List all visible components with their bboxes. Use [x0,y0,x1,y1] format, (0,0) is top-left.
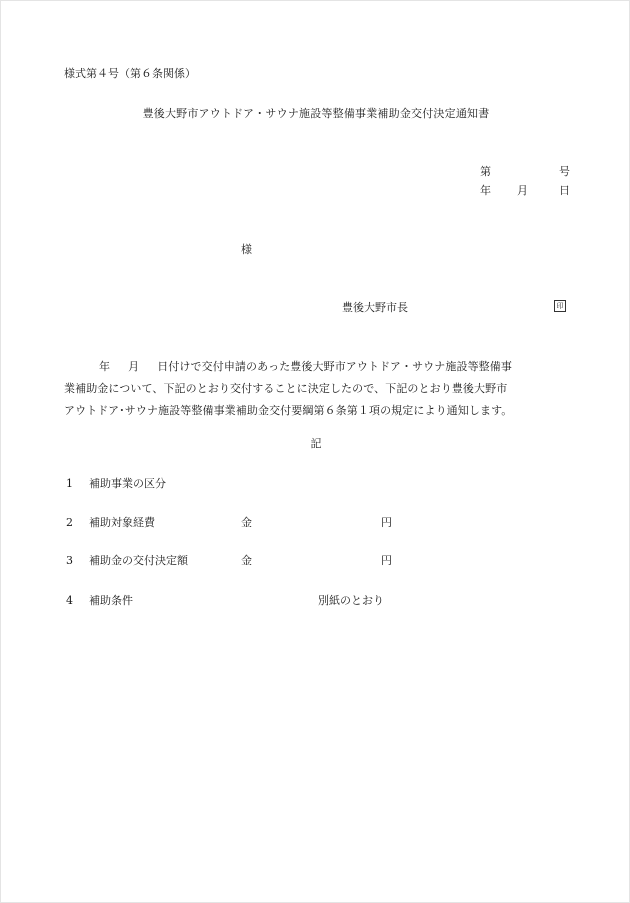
addressee-honorific: 様 [241,243,252,256]
document-title: 豊後大野市アウトドア・サウナ施設等整備事業補助金交付決定通知書 [142,107,490,120]
form-number: 様式第４号（第６条関係） [64,67,196,80]
ki-heading: 記 [310,437,322,450]
item-label: 補助金の交付決定額 [89,554,188,567]
body-line-3: アウトドア･サウナ施設等整備事業補助金交付要綱第６条第１項の規定により通知します。 [64,404,513,417]
item-amount-prefix: 金 [241,554,252,567]
item-amount-unit: 円 [381,554,392,567]
notice-body [64,356,570,422]
doc-number-prefix: 第 [480,165,491,178]
item-number: 3 [66,554,73,567]
item-label: 補助条件 [89,594,133,607]
doc-number-suffix: 号 [559,165,570,178]
item-number: 1 [66,477,73,490]
body-line-1-text: 日付けで交付申請のあった豊後大野市アウトドア・サウナ施設等整備事 [157,360,512,373]
item-number: 2 [66,516,73,529]
item-label: 補助事業の区分 [89,477,166,490]
body-line-2: 業補助金について、下記のとおり交付することに決定したので、下記のとおり豊後大野市 [64,382,508,395]
item-amount-unit: 円 [381,516,392,529]
date-month-label: 月 [517,184,528,197]
issuer-name: 豊後大野市長 [342,301,408,314]
date-day-label: 日 [559,184,570,197]
item-number: 4 [66,594,73,607]
seal-mark: 印 [554,300,566,312]
item-condition-value: 別紙のとおり [318,594,384,607]
date-year-label: 年 [480,184,491,197]
body-date-month: 月 [128,360,140,373]
item-label: 補助対象経費 [89,516,155,529]
body-line-1 [64,356,570,378]
item-amount-prefix: 金 [241,516,252,529]
body-date-year: 年 [99,360,111,373]
